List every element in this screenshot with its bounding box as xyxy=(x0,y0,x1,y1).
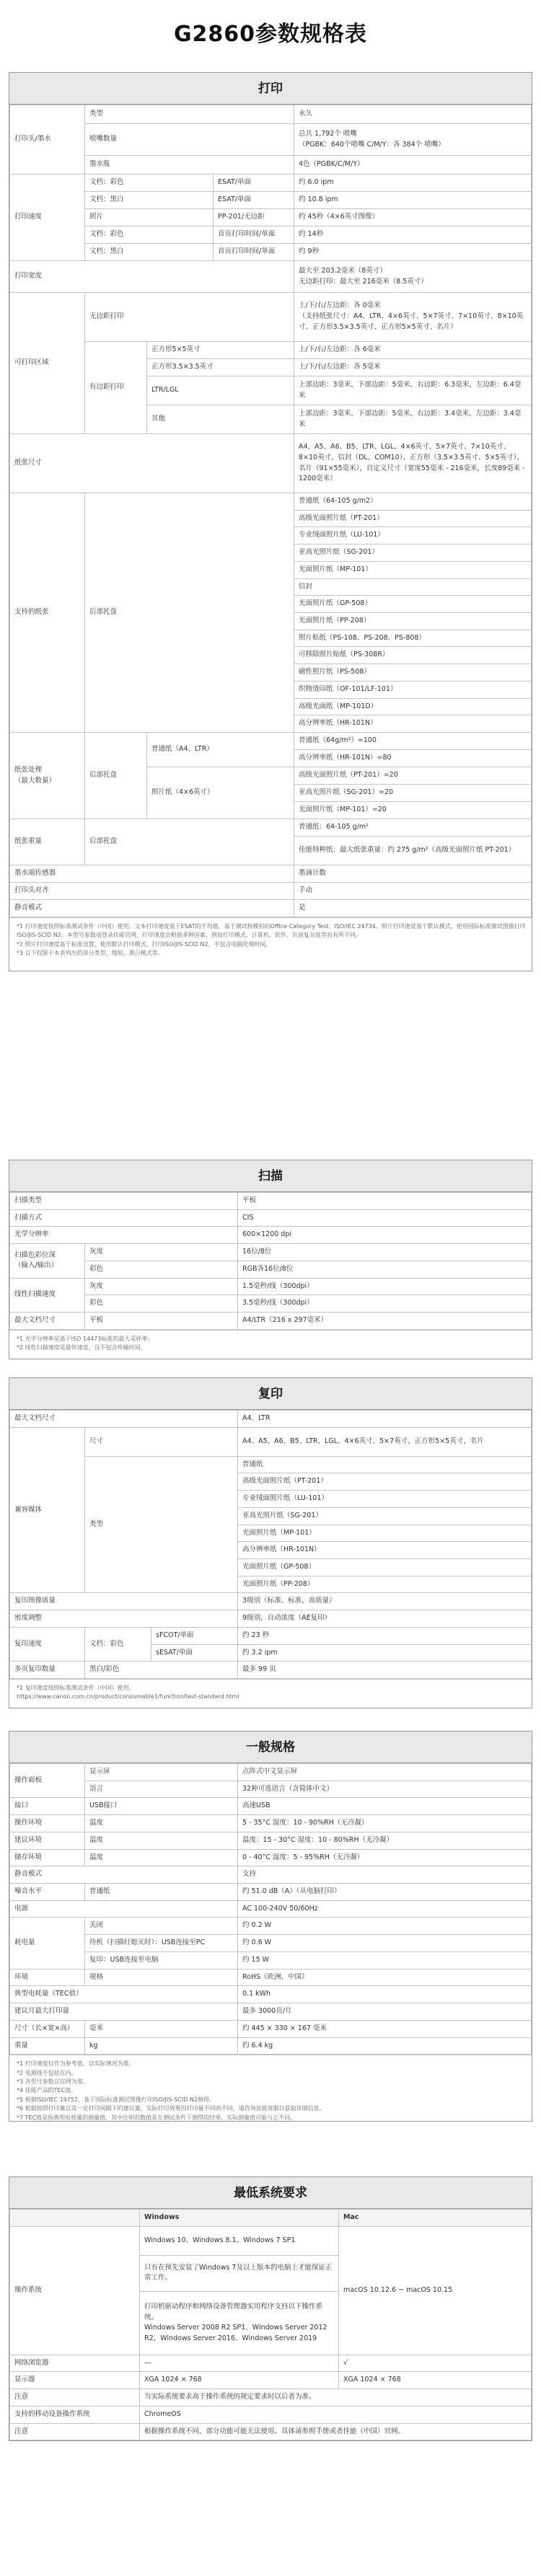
cell: 约 23 秒 xyxy=(238,1627,532,1644)
row-label: 尺寸（长×宽×高） xyxy=(10,2020,85,2037)
cell: AC 100-240V 50/60Hz xyxy=(238,1900,532,1918)
row-label: 墨水端传感器 xyxy=(10,865,294,883)
row-label: 注意 xyxy=(10,2423,140,2440)
cell: 约 0.6 W xyxy=(238,1935,532,1952)
cell: 高速USB xyxy=(238,1798,532,1815)
row-label: 扫描类型 xyxy=(10,1193,238,1210)
cell: kg xyxy=(85,2037,238,2055)
cell: 有边距打印 xyxy=(85,342,147,434)
cell: 4色（PGBK/C/M/Y） xyxy=(294,156,532,175)
cell: 类型 xyxy=(85,1456,238,1593)
row-label: 打印速度 xyxy=(10,175,85,261)
cell: 其他 xyxy=(147,405,294,434)
cell: √ xyxy=(339,2355,532,2372)
scan-heading: 扫描 xyxy=(9,1160,532,1192)
row-label: 储存环境 xyxy=(10,1849,85,1866)
cell: 温度：15 - 30°C 湿度：10 - 80%RH（无冷凝） xyxy=(238,1832,532,1849)
row-label: 操作面板 xyxy=(10,1764,85,1798)
print-table xyxy=(9,105,532,917)
cell: 喷嘴数量 xyxy=(85,124,294,156)
cell: 3.5毫秒/线（300dpi） xyxy=(238,1295,532,1313)
cell: sESAT/单面 xyxy=(151,1644,238,1662)
cell: 亚高光照片纸（SG-201）=20 xyxy=(294,785,532,802)
cell: 约 15 W xyxy=(238,1951,532,1969)
cell: 后部托盘 xyxy=(85,819,294,865)
cell: 文档：彩色 xyxy=(85,226,214,244)
cell: macOS 10.12.6 ~ macOS 10.15 xyxy=(339,2226,532,2355)
row-label: 操作系统 xyxy=(10,2226,140,2355)
row-label: 兼容媒体 xyxy=(10,1427,85,1593)
row-label: 线性扫描速度 xyxy=(10,1278,85,1312)
row-label: 纸张尺寸 xyxy=(10,434,294,493)
sysreq-table xyxy=(9,2209,532,2440)
cell: 16位/8位 xyxy=(238,1244,532,1261)
cell: RoHS（欧洲、中国） xyxy=(238,1969,532,1986)
cell: 约 10.8 ipm xyxy=(294,192,532,209)
cell: 黑白/彩色 xyxy=(85,1662,238,1679)
row-label: 纸张重量 xyxy=(10,819,85,865)
cell: 墨滴计数 xyxy=(294,865,532,883)
paper-item: 光面照片纸（GP-508） xyxy=(294,596,532,613)
cell: 当实际系统要求高于操作系统的规定要求时以后者为准。 xyxy=(140,2389,532,2407)
cell: 待机（扫描灯熄灭时）：USB连接至PC xyxy=(85,1935,238,1952)
cell: 温度 xyxy=(85,1815,238,1832)
cell: 9级别，自动浓度（AE复印） xyxy=(238,1610,532,1628)
paper-item: 专业绒面照片纸（LU-101） xyxy=(294,527,532,544)
cell: 照片 xyxy=(85,209,214,226)
cell: 永久 xyxy=(294,105,532,124)
copy-footnotes: *1 复印速度按照标准测试条件（中国）使用。 https://www.canon.com.cn/product/consumable1/function/test-standard.html xyxy=(9,1679,532,1708)
general-section xyxy=(9,1731,532,2122)
cell: 正方形3.5×3.5英寸 xyxy=(147,359,294,376)
print-section xyxy=(9,72,532,971)
row-label: 建议环境 xyxy=(10,1832,85,1849)
cell: A4、A5、A6、B5、LTR、LGL、4×6英寸、5×7英寸、正方形5×5英寸、名片 xyxy=(238,1427,532,1456)
cell: 后部托盘 xyxy=(85,493,294,733)
cell: 最多 99 页 xyxy=(238,1662,532,1679)
row-label: 注意 xyxy=(10,2389,140,2407)
cell: 只有在预先安装了Windows 7及以上版本的电脑上才能保证正常工作。 xyxy=(140,2255,339,2291)
copy-type-item: 光面照片纸（PP-208） xyxy=(238,1576,532,1593)
cell: 约 51.0 dB（A）（从电脑打印） xyxy=(238,1884,532,1901)
row-label: 最大文档尺寸 xyxy=(10,1313,85,1330)
cell: 正方形5×5英寸 xyxy=(147,342,294,359)
cell: XGA 1024 × 768 xyxy=(339,2372,532,2389)
paper-item: 亚高光照片纸（SG-201） xyxy=(294,544,532,562)
cell: 文档：黑白 xyxy=(85,244,214,261)
cell: A4、LTR xyxy=(238,1411,532,1428)
row-label: 噪音水平 xyxy=(10,1884,85,1901)
cell: 类型 xyxy=(85,105,294,124)
cell: 约 14秒 xyxy=(294,226,532,244)
cell: 普通纸（64g/m²）=100 xyxy=(294,733,532,750)
cell: 是 xyxy=(294,900,532,917)
copy-type-item: 高级光面照片纸（PT-201） xyxy=(238,1473,532,1491)
copy-type-item: 光面照片纸（MP-101） xyxy=(238,1525,532,1542)
cell: 复印：USB连接至电脑 xyxy=(85,1951,238,1969)
copy-type-item: 光面照片纸（GP-508） xyxy=(238,1559,532,1576)
cell: 彩色 xyxy=(85,1295,238,1313)
cell: A4、A5、A6、B5、LTR、LGL、4×6英寸、5×7英寸、7×10英寸、8×10英寸、信封（DL、COM10）、正方形（3.5×3.5英寸、5×5英寸）、名片（91×55毫米），自定义尺寸（宽度55毫米 - 216毫米，长度89毫米 - 1200毫米） xyxy=(294,434,532,493)
cell: USB接口 xyxy=(85,1798,238,1815)
row-label: 操作环境 xyxy=(10,1815,85,1832)
cell: 约 3.2 ipm xyxy=(238,1644,532,1662)
cell: 手动 xyxy=(294,883,532,900)
cell: 点阵式中文显示屏 xyxy=(238,1764,532,1781)
cell: 约 45秒（4×6英寸图像） xyxy=(294,209,532,226)
cell: ChromeOS xyxy=(140,2406,532,2423)
mac-header: Mac xyxy=(339,2210,532,2227)
cell: — xyxy=(140,2355,339,2372)
sysreq-section xyxy=(9,2176,532,2441)
cell: 温度 xyxy=(85,1832,238,1849)
cell: 普通纸 xyxy=(85,1884,238,1901)
cell: 根据操作系统不同，部分功能可能无法使用。具体请参照手册或者佳能（中国）官网。 xyxy=(140,2423,532,2440)
general-heading: 一般规格 xyxy=(9,1732,532,1763)
cell: 灰度 xyxy=(85,1244,238,1261)
row-label: 静音模式 xyxy=(10,900,294,917)
cell: 打印机驱动程序和网络设备管理器实用程序支持以下操作系统。 Windows Server 2008 R2 SP1、Windows Server 2012 R2、Windows Server 2016、Windows Server 2019 xyxy=(140,2291,339,2355)
row-label: 建议月最大打印量 xyxy=(10,2003,238,2021)
cell: 文档：黑白 xyxy=(85,192,214,209)
cell: 首页打印时间/单面 xyxy=(214,226,294,244)
row-label: 耗电量 xyxy=(10,1918,85,1969)
windows-header: Windows xyxy=(140,2210,339,2227)
cell: PP-201/无边距 xyxy=(214,209,294,226)
cell: 毫米 xyxy=(85,2020,238,2037)
copy-type-item: 高分辨率纸（HR-101N） xyxy=(238,1542,532,1559)
row-label: 可打印区域 xyxy=(10,293,85,434)
cell: 佳能特种纸：最大纸张重量：约 275 g/m²（高级光面照片纸 PT-201） xyxy=(294,837,532,865)
copy-heading: 复印 xyxy=(9,1378,532,1410)
row-label: 纸张处理 （最大数量） xyxy=(10,733,85,819)
cell xyxy=(10,2210,140,2227)
print-footnotes: *1 打印速度按照标准测试条件（中国）使用。文本打印速度基于ESAT的平均值，基于测试和模拟的Office Category Test。ISO/IEC 24734。照片打印速度基于默认模式，使用国际标准测试图像打印ISO/JIS-SCID N2。本型号参数请登录佳能官网，打印速度会根据多种因素，例如打印模式，计算机、软件、页面复杂度等而有所不同。 *2 照片打印速度基于标准设置，使用默认打印模式，打印ISO/JIS-SCID N2，不包含电脑处理时间。 *3 以下仅限于本表列出的部分类型，缩短、黑白模式等。 xyxy=(9,917,532,971)
cell: 普通纸：64-105 g/m² xyxy=(294,819,532,837)
row-label: 复印图像质量 xyxy=(10,1593,238,1610)
row-label: 支持的移动设备操作系统 xyxy=(10,2406,140,2423)
row-label: 显示器 xyxy=(10,2372,140,2389)
scan-table xyxy=(9,1192,532,1330)
paper-item: 光面照片纸（PP-208） xyxy=(294,613,532,630)
cell: 3级别（标准、标准、高质量） xyxy=(238,1593,532,1610)
row-label: 环境 xyxy=(10,1969,85,1986)
cell: A4/LTR（216 x 297毫米） xyxy=(238,1313,532,1330)
row-label: 重量 xyxy=(10,2037,85,2055)
cell: 显示屏 xyxy=(85,1764,238,1781)
cell: 规格 xyxy=(85,1969,238,1986)
cell: 彩色 xyxy=(85,1261,238,1278)
paper-item: 信封 xyxy=(294,578,532,596)
cell: 5 - 35°C 湿度：10 - 90%RH（无冷凝） xyxy=(238,1815,532,1832)
cell: 上部边距：3毫米，下部边距：5毫米，右边距：3.4毫米，左边距：3.4毫米 xyxy=(294,405,532,434)
cell: 支持 xyxy=(238,1866,532,1884)
paper-item: 照片贴纸（PS-108、PS-208、PS-808） xyxy=(294,630,532,647)
paper-item: 高级光面纸（MP-101D） xyxy=(294,698,532,715)
scan-section xyxy=(9,1160,532,1359)
cell: 照片纸（4×6英寸） xyxy=(147,767,294,819)
cell: 首页打印时间/单面 xyxy=(214,244,294,261)
cell: 普通纸（A4、LTR） xyxy=(147,733,294,767)
cell: RGB各16位/8位 xyxy=(238,1261,532,1278)
cell: 约 0.2 W xyxy=(238,1918,532,1935)
row-label: 打印头对齐 xyxy=(10,883,294,900)
row-label: 支持的纸张 xyxy=(10,493,85,733)
cell: 1.5毫秒/线（300dpi） xyxy=(238,1278,532,1295)
cell: 文档：彩色 xyxy=(85,175,214,192)
paper-item: 高分辨率纸（HR-101N） xyxy=(294,715,532,733)
row-label: 电源 xyxy=(10,1900,238,1918)
cell: 32种可选语言（含简体中文） xyxy=(238,1781,532,1798)
cell: 墨水瓶 xyxy=(85,156,294,175)
row-label: 网络浏览器 xyxy=(10,2355,140,2372)
page-title: G2860参数规格表 xyxy=(173,22,368,47)
copy-type-item: 普通纸 xyxy=(238,1456,532,1473)
paper-item: 磁性照片纸（PS-508） xyxy=(294,664,532,682)
row-label: 打印宽度 xyxy=(10,261,294,293)
general-footnotes: *1 打印速度仅作为参考值，以实际情况为准。 *2 电源线不包括在内。 *3 各型号参数以官网为准。 *4 佳能产品的TEC值。 *5 根据ISO/IEC 19752、基于国际标准测试图像打印ISO/JIS-SCID N2测得。 *6 根据按照打印量以及一定打印间隔下的建议量，实际打印效果因打印量不同而不同，请咨询佳能客服以获取详细信息。 *7 TEC值是指典型电耗量的测量值，其中注明的数值是在测试条件下测得的结果，实际测量值可能与之不同。 xyxy=(9,2055,532,2121)
paper-item: 光面照片纸（MP-101） xyxy=(294,561,532,578)
cell: 约 9秒 xyxy=(294,244,532,261)
copy-section xyxy=(9,1377,532,1708)
row-label: 典型电耗量（TEC值） xyxy=(10,1986,238,2003)
cell: 上/下/右/左边距：各 5毫米 xyxy=(294,359,532,376)
cell: Windows 10、Windows 8.1、Windows 7 SP1 xyxy=(140,2226,339,2255)
paper-item: 高级光面照片纸（PT-201） xyxy=(294,510,532,527)
row-label: 扫描方式 xyxy=(10,1209,238,1227)
copy-type-item: 亚高光照片纸（SG-201） xyxy=(238,1507,532,1525)
row-label: 接口 xyxy=(10,1798,85,1815)
row-label: 扫描色彩位深 （输入/输出） xyxy=(10,1244,85,1278)
cell: 平板 xyxy=(85,1313,238,1330)
cell: sFCOT/单面 xyxy=(151,1627,238,1644)
print-heading: 打印 xyxy=(9,73,532,105)
cell: 约 445 × 330 × 167 毫米 xyxy=(238,2020,532,2037)
row-label: 最大文档尺寸 xyxy=(10,1411,238,1428)
cell: 文档：彩色 xyxy=(85,1627,151,1661)
cell: XGA 1024 × 768 xyxy=(140,2372,339,2389)
cell: 平板 xyxy=(238,1193,532,1210)
cell: 总共 1,792个 喷嘴 （PGBK：640个喷嘴 C/M/Y：各 384个 喷嘴） xyxy=(294,124,532,156)
paper-item: 普通纸（64-105 g/m2） xyxy=(294,493,532,511)
row-label: 多页复印数量 xyxy=(10,1662,85,1679)
cell: 尺寸 xyxy=(85,1427,238,1456)
cell: 600×1200 dpi xyxy=(238,1227,532,1244)
row-label: 复印速度 xyxy=(10,1627,85,1661)
cell: 高分辨率纸（HR-101N）=80 xyxy=(294,750,532,767)
paper-item: 织物烫印纸（OF-101/LF-101） xyxy=(294,681,532,698)
cell: 上部边距：3毫米，下部边距：5毫米，右边距：6.3毫米，左边距：6.4毫米 xyxy=(294,376,532,405)
general-table xyxy=(9,1763,532,2055)
copy-type-item: 专业绒面照片纸（LU-101） xyxy=(238,1491,532,1508)
row-label: 打印头/墨水 xyxy=(10,105,85,175)
row-label: 光学分辨率 xyxy=(10,1227,238,1244)
cell: 关闭 xyxy=(85,1918,238,1935)
row-label: 密度调整 xyxy=(10,1610,238,1628)
cell: 语言 xyxy=(85,1781,238,1798)
paper-item: 可移除照片贴纸（PS-308R） xyxy=(294,647,532,664)
cell: 后部托盘 xyxy=(85,733,147,819)
cell: ESAT/单面 xyxy=(214,192,294,209)
cell: 无边距打印 xyxy=(85,293,294,342)
copy-table xyxy=(9,1410,532,1679)
cell: 光面照片纸（MP-101）=20 xyxy=(294,802,532,819)
cell: 最多 3000页/月 xyxy=(238,2003,532,2021)
sysreq-heading: 最低系统要求 xyxy=(9,2177,532,2209)
cell: LTR/LGL xyxy=(147,376,294,405)
cell: 约 6.0 ipm xyxy=(294,175,532,192)
cell: 灰度 xyxy=(85,1278,238,1295)
cell: ESAT/单面 xyxy=(214,175,294,192)
cell: 0 - 40°C 湿度：5 - 95%RH（无冷凝） xyxy=(238,1849,532,1866)
cell: 0.1 kWh xyxy=(238,1986,532,2003)
cell: 高级光面照片纸（PT-201）=20 xyxy=(294,767,532,785)
cell: 温度 xyxy=(85,1849,238,1866)
cell: 上/下/右/左边距：各 6毫米 xyxy=(294,342,532,359)
cell: 约 6.4 kg xyxy=(238,2037,532,2055)
scan-footnotes: *1 光学分辨率是基于ISO 14473标准的最大采样率。 *2 线性扫描速度是最快速度，且不包含传输时间。 xyxy=(9,1330,532,1359)
cell: CIS xyxy=(238,1209,532,1227)
cell: 上/下/右/左边距：各 0毫米 （支持纸张尺寸：A4、LTR、4×6英寸、5×7英寸、7×10英寸、8×10英寸、正方形3.5×3.5英寸、正方形5×5英寸、名片） xyxy=(294,293,532,342)
cell: 最大至 203.2毫米（8英寸） 无边距打印：最大至 216毫米（8.5英寸） xyxy=(294,261,532,293)
row-label: 静音模式 xyxy=(10,1866,238,1884)
